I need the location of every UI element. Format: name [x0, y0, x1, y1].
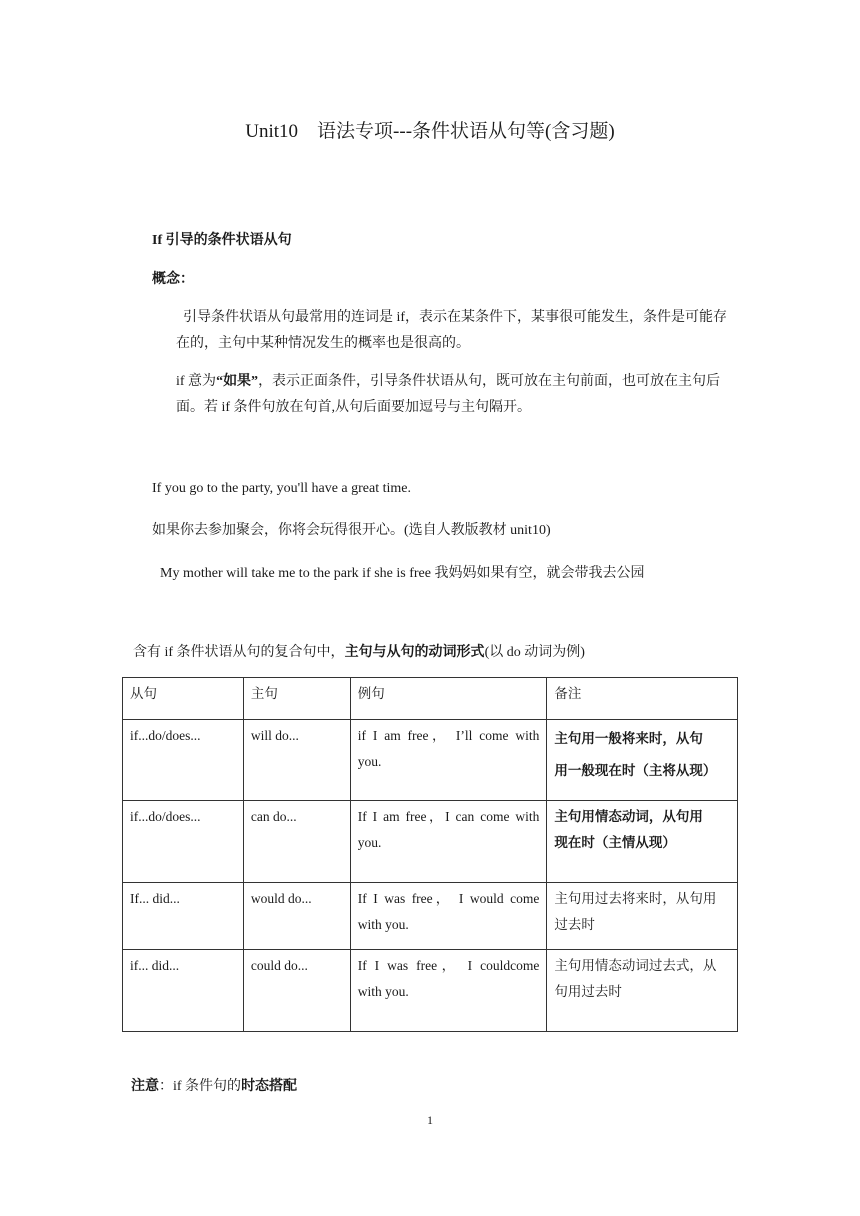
main-cell: will do...	[243, 720, 350, 801]
table-row	[123, 720, 738, 801]
main-cell: can do...	[243, 801, 350, 883]
page-number: 1	[427, 1113, 433, 1127]
concept-paragraph-1: 引导条件状语从句最常用的连词是 if，表示在某条件下，某事很可能发生，条件是可能存在的，主句中某种情况发生的概率也是很高的。	[176, 310, 728, 351]
note-cell: 主句用一般将来时，从句 用一般现在时（主将从现）	[547, 720, 738, 801]
clause-cell: if... did...	[123, 950, 244, 1032]
concept-label: 概念：	[152, 272, 194, 287]
note-cell: 主句用过去将来时，从句用 过去时	[547, 883, 738, 950]
example-cell: If I was free， I would come with you.	[350, 883, 547, 950]
note-cell: 主句用情态动词过去式，从 句用过去时	[547, 950, 738, 1032]
verb-form-table	[122, 677, 738, 1032]
note-cell: 主句用情态动词，从句用 现在时（主情从现）	[547, 801, 738, 883]
example-sentence-english: If you go to the party, you'll have a great time.	[152, 481, 411, 496]
footer-note: 注意：if 条件句的时态搭配	[131, 1079, 298, 1094]
table-row	[123, 801, 738, 883]
header-cell: 例句	[350, 678, 547, 720]
document-title: Unit10 语法专项---条件状语从句等(含习题)	[245, 121, 615, 142]
concept-paragraph-2: if 意为“如果”，表示正面条件，引导条件状语从句，既可放在主句前面，也可放在主句后面。若 if 条件句放在句首,从句后面要加逗号与主句隔开。	[176, 374, 721, 415]
example-cell: if I am free， I’ll come with you.	[350, 720, 547, 801]
main-cell: could do...	[243, 950, 350, 1032]
clause-cell: If... did...	[123, 883, 244, 950]
header-cell: 备注	[547, 678, 738, 720]
table-intro: 含有 if 条件状语从句的复合句中，主句与从句的动词形式(以 do 动词为例)	[133, 645, 585, 660]
example-sentence-mixed: My mother will take me to the park if she is free 我妈妈如果有空，就会带我去公园	[160, 566, 645, 581]
example-cell: If I am free，I can come with you.	[350, 801, 547, 883]
example-cell: If I was free， I couldcome with you.	[350, 950, 547, 1032]
section-heading: If 引导的条件状语从句	[152, 233, 292, 248]
clause-cell: if...do/does...	[123, 720, 244, 801]
table-row	[123, 883, 738, 950]
header-cell: 从句	[123, 678, 244, 720]
header-cell: 主句	[243, 678, 350, 720]
table-row	[123, 950, 738, 1032]
clause-cell: if...do/does...	[123, 801, 244, 883]
main-cell: would do...	[243, 883, 350, 950]
table-header-row	[123, 678, 738, 720]
example-sentence-chinese: 如果你去参加聚会，你将会玩得很开心。(选自人教版教材 unit10)	[152, 523, 551, 538]
